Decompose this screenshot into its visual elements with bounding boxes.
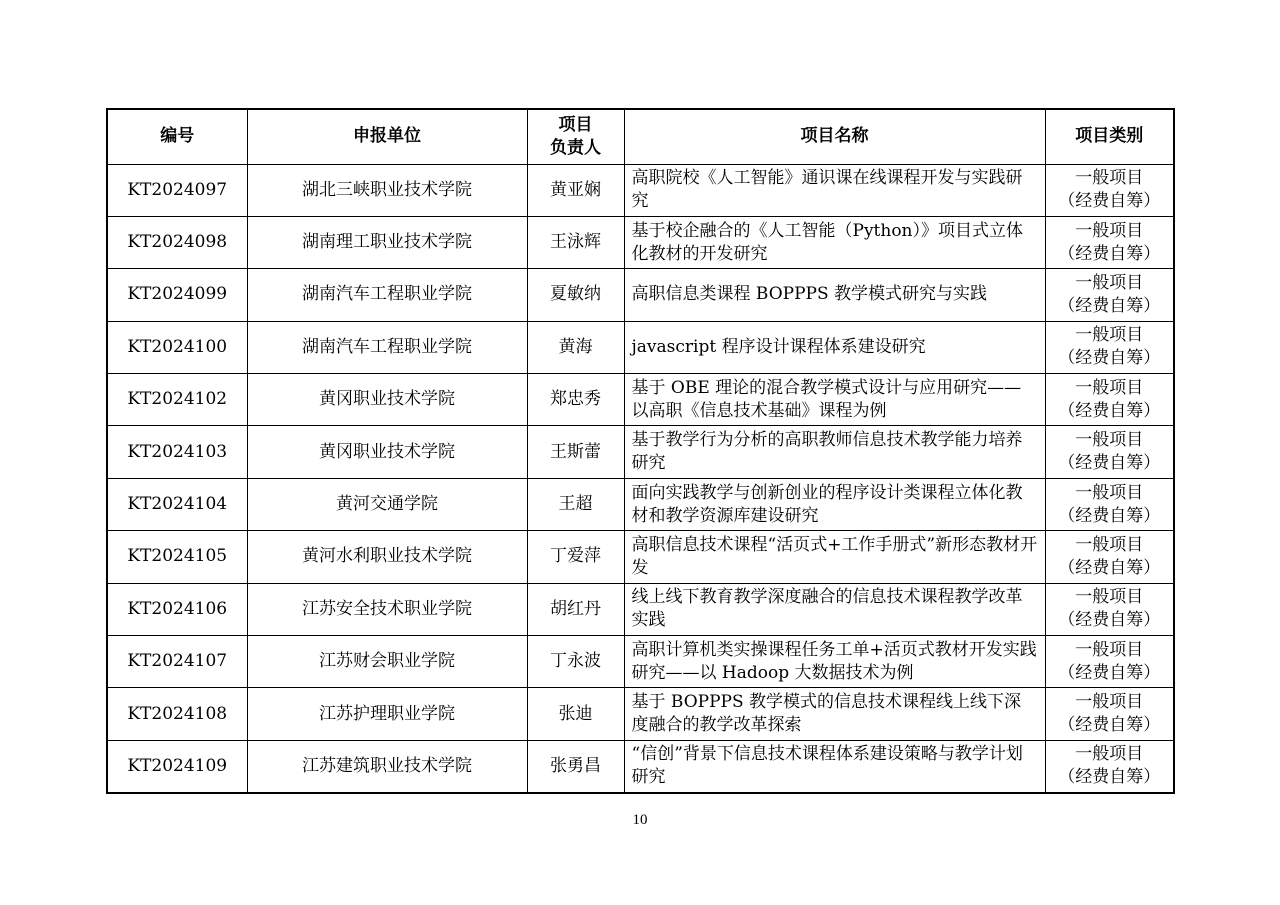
cell-id: KT2024104 xyxy=(107,478,247,530)
cell-unit: 黄河交通学院 xyxy=(247,478,527,530)
header-id: 编号 xyxy=(107,109,247,164)
cell-project-name: “信创”背景下信息技术课程体系建设策略与教学计划研究 xyxy=(624,740,1045,792)
table-row xyxy=(107,531,1174,583)
header-unit: 申报单位 xyxy=(247,109,527,164)
cell-project-name: 高职院校《人工智能》通识课在线课程开发与实践研究 xyxy=(624,164,1045,216)
cell-leader: 夏敏纳 xyxy=(527,269,624,321)
cell-unit: 湖北三峡职业技术学院 xyxy=(247,164,527,216)
header-leader-line2: 负责人 xyxy=(550,137,601,158)
cell-leader: 张勇昌 xyxy=(527,740,624,792)
cell-id: KT2024109 xyxy=(107,740,247,792)
category-line1: 一般项目 xyxy=(1075,744,1144,765)
cell-category xyxy=(1045,426,1174,478)
category-line2: （经费自筹） xyxy=(1058,243,1161,264)
cell-id: KT2024103 xyxy=(107,426,247,478)
cell-id: KT2024098 xyxy=(107,216,247,268)
cell-category xyxy=(1045,374,1174,426)
cell-category xyxy=(1045,216,1174,268)
cell-project-name: javascript 程序设计课程体系建设研究 xyxy=(624,321,1045,373)
cell-unit: 黄河水利职业技术学院 xyxy=(247,531,527,583)
cell-unit: 黄冈职业技术学院 xyxy=(247,374,527,426)
cell-leader: 王斯蕾 xyxy=(527,426,624,478)
cell-id: KT2024105 xyxy=(107,531,247,583)
cell-project-name: 高职信息技术课程“活页式+工作手册式”新形态教材开发 xyxy=(624,531,1045,583)
cell-unit: 湖南汽车工程职业学院 xyxy=(247,269,527,321)
category-line1: 一般项目 xyxy=(1075,377,1144,398)
category-line2: （经费自筹） xyxy=(1058,191,1161,212)
category-line1: 一般项目 xyxy=(1075,272,1144,293)
cell-unit: 湖南汽车工程职业学院 xyxy=(247,321,527,373)
category-line2: （经费自筹） xyxy=(1058,295,1161,316)
cell-unit: 湖南理工职业技术学院 xyxy=(247,216,527,268)
category-line2: （经费自筹） xyxy=(1058,557,1161,578)
cell-category xyxy=(1045,636,1174,688)
category-line1: 一般项目 xyxy=(1075,430,1144,451)
table-row xyxy=(107,636,1174,688)
category-line2: （经费自筹） xyxy=(1058,400,1161,421)
table-row xyxy=(107,321,1174,373)
cell-id: KT2024099 xyxy=(107,269,247,321)
table-row xyxy=(107,478,1174,530)
category-line1: 一般项目 xyxy=(1075,482,1144,503)
cell-unit: 黄冈职业技术学院 xyxy=(247,426,527,478)
cell-leader: 丁永波 xyxy=(527,636,624,688)
table-body xyxy=(107,164,1174,793)
cell-leader: 胡红丹 xyxy=(527,583,624,635)
header-leader xyxy=(527,109,624,164)
cell-leader: 张迪 xyxy=(527,688,624,740)
category-line1: 一般项目 xyxy=(1075,220,1144,241)
cell-project-name: 基于 BOPPPS 教学模式的信息技术课程线上线下深度融合的教学改革探索 xyxy=(624,688,1045,740)
cell-leader: 黄亚娴 xyxy=(527,164,624,216)
page-number: 10 xyxy=(632,812,648,828)
cell-project-name: 基于教学行为分析的高职教师信息技术教学能力培养研究 xyxy=(624,426,1045,478)
table-row xyxy=(107,216,1174,268)
cell-leader: 丁爱萍 xyxy=(527,531,624,583)
table-header-row xyxy=(107,109,1174,164)
category-line1: 一般项目 xyxy=(1075,639,1144,660)
table-row xyxy=(107,426,1174,478)
category-line2: （经费自筹） xyxy=(1058,505,1161,526)
project-list-table xyxy=(106,108,1175,794)
cell-category xyxy=(1045,478,1174,530)
cell-category xyxy=(1045,269,1174,321)
cell-project-name: 高职信息类课程 BOPPPS 教学模式研究与实践 xyxy=(624,269,1045,321)
table-row xyxy=(107,269,1174,321)
cell-project-name: 线上线下教育教学深度融合的信息技术课程教学改革实践 xyxy=(624,583,1045,635)
cell-category xyxy=(1045,164,1174,216)
cell-leader: 黄海 xyxy=(527,321,624,373)
category-line2: （经费自筹） xyxy=(1058,767,1161,788)
cell-category xyxy=(1045,321,1174,373)
cell-project-name: 面向实践教学与创新创业的程序设计类课程立体化教材和教学资源库建设研究 xyxy=(624,478,1045,530)
cell-leader: 郑忠秀 xyxy=(527,374,624,426)
header-name: 项目名称 xyxy=(624,109,1045,164)
cell-category xyxy=(1045,740,1174,792)
header-category: 项目类别 xyxy=(1045,109,1174,164)
category-line1: 一般项目 xyxy=(1075,692,1144,713)
cell-category xyxy=(1045,688,1174,740)
cell-category xyxy=(1045,583,1174,635)
category-line1: 一般项目 xyxy=(1075,534,1144,555)
cell-id: KT2024106 xyxy=(107,583,247,635)
cell-project-name: 基于校企融合的《人工智能（Python）》项目式立体化教材的开发研究 xyxy=(624,216,1045,268)
category-line1: 一般项目 xyxy=(1075,587,1144,608)
cell-id: KT2024107 xyxy=(107,636,247,688)
table-row xyxy=(107,164,1174,216)
table-row xyxy=(107,374,1174,426)
category-line2: （经费自筹） xyxy=(1058,715,1161,736)
header-leader-line1: 项目 xyxy=(558,114,593,135)
cell-unit: 江苏建筑职业技术学院 xyxy=(247,740,527,792)
cell-category xyxy=(1045,531,1174,583)
cell-unit: 江苏财会职业学院 xyxy=(247,636,527,688)
cell-project-name: 高职计算机类实操课程任务工单+活页式教材开发实践研究——以 Hadoop 大数据技术为例 xyxy=(624,636,1045,688)
cell-id: KT2024097 xyxy=(107,164,247,216)
cell-unit: 江苏护理职业学院 xyxy=(247,688,527,740)
cell-project-name: 基于 OBE 理论的混合教学模式设计与应用研究——以高职《信息技术基础》课程为例 xyxy=(624,374,1045,426)
category-line2: （经费自筹） xyxy=(1058,348,1161,369)
table-row xyxy=(107,583,1174,635)
cell-id: KT2024100 xyxy=(107,321,247,373)
table-row xyxy=(107,740,1174,792)
category-line2: （经费自筹） xyxy=(1058,610,1161,631)
category-line2: （经费自筹） xyxy=(1058,453,1161,474)
cell-id: KT2024102 xyxy=(107,374,247,426)
category-line1: 一般项目 xyxy=(1075,325,1144,346)
category-line1: 一般项目 xyxy=(1075,168,1144,189)
cell-leader: 王超 xyxy=(527,478,624,530)
cell-leader: 王泳辉 xyxy=(527,216,624,268)
table-row xyxy=(107,688,1174,740)
category-line2: （经费自筹） xyxy=(1058,662,1161,683)
cell-id: KT2024108 xyxy=(107,688,247,740)
cell-unit: 江苏安全技术职业学院 xyxy=(247,583,527,635)
